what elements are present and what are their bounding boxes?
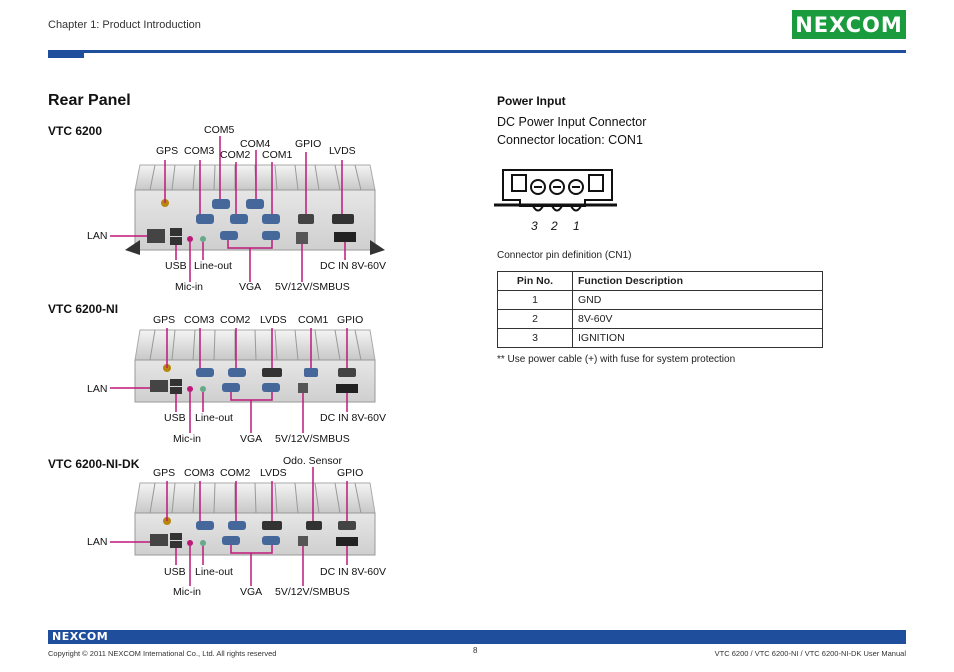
label-usb: USB (165, 260, 187, 272)
label-micin: Mic-in (173, 433, 201, 445)
label-com3: COM3 (184, 145, 215, 157)
column-header-pin: Pin No. (498, 272, 573, 291)
label-gpio: GPIO (337, 467, 364, 479)
callout-lines (110, 136, 347, 586)
pin-cell: 3 (498, 329, 573, 348)
device-vtc6200 (125, 165, 385, 255)
model-name-vtc6200: VTC 6200 (48, 124, 103, 138)
label-gps: GPS (153, 314, 176, 326)
label-micin: Mic-in (175, 281, 203, 293)
fuse-note: ** Use power cable (+) with fuse for system protection (497, 354, 736, 365)
label-lineout: Line-out (195, 412, 233, 424)
label-lan: LAN (87, 230, 108, 242)
label-lvds: LVDS (329, 145, 356, 157)
label-lvds: LVDS (260, 467, 287, 479)
label-com2: COM2 (220, 314, 251, 326)
device-vtc6200-ni (135, 330, 375, 402)
table-row (498, 310, 823, 329)
page-title: Rear Panel (48, 92, 131, 109)
label-com1: COM1 (262, 149, 293, 161)
pin-definition-caption: Connector pin definition (CN1) (497, 250, 632, 261)
label-gps: GPS (153, 467, 176, 479)
label-vga: VGA (240, 586, 263, 598)
table-header-row (498, 272, 823, 291)
connector-location: Connector location: CON1 (497, 133, 643, 147)
label-com4: COM4 (240, 138, 271, 150)
label-smbus: 5V/12V/SMBUS (275, 433, 350, 445)
header-rule (48, 50, 906, 53)
label-usb: USB (164, 566, 186, 578)
nexcom-logo (792, 10, 906, 39)
model-name-vtc6200-ni: VTC 6200-NI (48, 302, 119, 316)
chapter-heading: Chapter 1: Product Introduction (48, 19, 201, 31)
connector-name: DC Power Input Connector (497, 115, 647, 129)
label-smbus: 5V/12V/SMBUS (275, 281, 350, 293)
label-smbus: 5V/12V/SMBUS (275, 586, 350, 598)
label-lan: LAN (87, 536, 108, 548)
label-gps: GPS (156, 145, 179, 157)
label-com5: COM5 (204, 124, 235, 136)
manual-title: VTC 6200 / VTC 6200-NI / VTC 6200-NI-DK User Manual (714, 649, 906, 658)
logo-text: NEXCOM (795, 12, 903, 37)
copyright-text: Copyright © 2011 NEXCOM International Co., Ltd. All rights reserved (48, 649, 277, 658)
label-lineout: Line-out (194, 260, 232, 272)
label-com3: COM3 (184, 314, 215, 326)
label-dcin: DC IN 8V-60V (320, 566, 386, 578)
table-row (498, 329, 823, 348)
pin-cell: 2 (498, 310, 573, 329)
pin-number-3: 3 (531, 219, 538, 233)
pin-definition-table (497, 271, 823, 348)
label-com2: COM2 (220, 149, 251, 161)
column-header-function: Function Description (573, 272, 823, 291)
label-com2: COM2 (220, 467, 251, 479)
label-dcin: DC IN 8V-60V (320, 260, 386, 272)
pin-number-2: 2 (551, 219, 558, 233)
power-connector-drawing (494, 170, 617, 211)
label-vga: VGA (239, 281, 262, 293)
pin-number-1: 1 (573, 219, 580, 233)
table-row (498, 291, 823, 310)
label-dcin: DC IN 8V-60V (320, 412, 386, 424)
label-lineout: Line-out (195, 566, 233, 578)
label-micin: Mic-in (173, 586, 201, 598)
label-lan: LAN (87, 383, 108, 395)
function-cell: GND (573, 291, 823, 310)
label-usb: USB (164, 412, 186, 424)
label-gpio: GPIO (337, 314, 364, 326)
model-name-vtc6200-ni-dk: VTC 6200-NI-DK (48, 457, 140, 471)
footer-logo: NEXCOM (52, 630, 109, 643)
label-com1: COM1 (298, 314, 329, 326)
device-vtc6200-ni-dk (135, 483, 375, 555)
label-com3: COM3 (184, 467, 215, 479)
function-cell: 8V-60V (573, 310, 823, 329)
label-lvds: LVDS (260, 314, 287, 326)
label-gpio: GPIO (295, 138, 322, 150)
header-tab (48, 50, 84, 58)
footer-square-icon (890, 630, 898, 638)
power-input-heading: Power Input (497, 94, 566, 108)
pin-cell: 1 (498, 291, 573, 310)
label-vga: VGA (240, 433, 263, 445)
footer-square-icon (899, 637, 906, 644)
label-odo-sensor: Odo. Sensor (283, 455, 342, 467)
function-cell: IGNITION (573, 329, 823, 348)
footer-bar (48, 630, 906, 644)
page-number: 8 (473, 646, 478, 655)
